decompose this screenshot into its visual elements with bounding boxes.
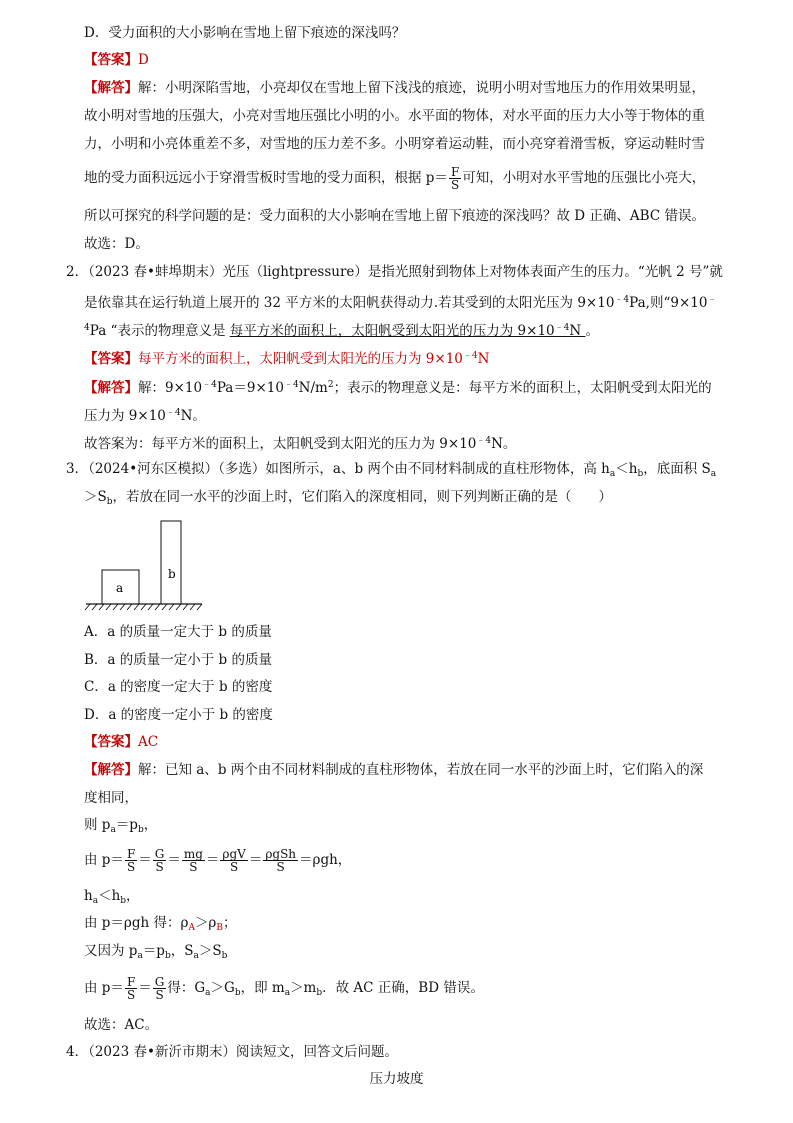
q3-answer xyxy=(84,732,158,752)
q2-answer-blank: 每平方米的面积上，太阳帆受到太阳光的压力为 $9\times 10^{﹣4}N$ xyxy=(229,323,586,339)
q4-stem: 4．（2023 春•新沂市期末）阅读短文，回答文后问题。 xyxy=(66,1044,398,1060)
q1-analysis-line2: 故小明对雪地的压强大，小亮对雪地压强比小明的小。水平面的物体，对水平面的压力大小等于物体的重 xyxy=(84,108,705,124)
q2-stem-line3: $^4$Pa “表示的物理意义是 每平方米的面积上，太阳帆受到太阳光的压力为 $9\times 10^{﹣4}N$ 。 xyxy=(84,323,599,339)
q3-stem-line2: $>S_b$，若放在同一水平的沙面上时，它们陷入的深度相同，则下列判断正确的是（ ） xyxy=(84,489,613,507)
q3-analysis-line1: 【解答】解：已知 a、b 两个由不同材料制成的直柱形物体，若放在同一水平的沙面上时，它们陷入的深 xyxy=(84,762,704,778)
ground-hatch xyxy=(85,604,202,610)
q1-answer xyxy=(84,50,149,70)
q1-analysis-line5: 所以可探究的科学问题的是：受力面积的大小影响在雪地上留下痕迹的深浅吗？故 D 正确、ABC 错误。 xyxy=(84,208,705,224)
answer-value: 每平方米的面积上，太阳帆受到太阳光的压力为 $9\times 10^{﹣4}N$ xyxy=(138,351,490,367)
q2-stem-line1: 2．（2023 春•蚌埠期末）光压（lightpressure）是指光照射到物体上对物体表面产生的压力。“光帆 2 号”就 xyxy=(66,264,723,280)
q3-conclusion-line: 由 p＝ $\frac{F}{S}$ ＝ $\frac{G}{S}$ 得：$G_a>G_b$，即 $m_a>m_b$．故 AC 正确，BD 错误。 xyxy=(84,975,484,1002)
q3-option-a: A．a 的质量一定大于 b 的质量 xyxy=(84,624,272,640)
q3-option-c: C．a 的密度一定大于 b 的密度 xyxy=(84,679,273,695)
q1-option-d: D．受力面积的大小影响在雪地上留下痕迹的深浅吗？ xyxy=(84,25,406,41)
q2-analysis-line2: 压力为 $9\times 10^{﹣4}N$。 xyxy=(84,408,206,424)
q3-option-b: B．a 的质量一定小于 b 的质量 xyxy=(84,652,272,668)
fraction-f-over-s: $\frac{F}{S}$ xyxy=(450,165,460,192)
answer-tag: 【答案】 xyxy=(84,734,138,750)
block-b-label: b xyxy=(168,567,176,581)
q3-again-line: 又因为 $p_a=p_b$，$S_a>S_b$ xyxy=(84,943,228,961)
q2-stem-line2: 是依靠其在运行轨道上展开的 32 平方米的太阳帆获得动力.若其受到的太阳光压为 $9\times 10^{﹣4}Pa$,则“9×10﹣ xyxy=(84,295,717,311)
analysis-tag: 【解答】 xyxy=(84,762,138,778)
analysis-tag: 【解答】 xyxy=(84,80,138,96)
answer-value: D xyxy=(138,52,149,68)
q3-choice: 故选：AC。 xyxy=(84,1017,159,1033)
q2-analysis-line1: 【解答】解：$9\times 10^{﹣4}Pa=9\times 10^{﹣4}N/m^2$；表示的物理意义是：每平方米的面积上，太阳帆受到太阳光的 xyxy=(84,380,712,396)
q1-choice: 故选：D。 xyxy=(84,236,149,252)
q3-then-line: 则 $p_a=p_b$， xyxy=(84,817,158,835)
block-b xyxy=(161,521,181,604)
q3-density-line: 由 p＝ρgh 得：$\rho_A>\rho_B$； xyxy=(84,915,237,933)
q1-analysis-line4: 地的受力面积远远小于穿滑雪板时雪地的受力面积，根据 p＝ $\frac{F}{S}$ 可知，小明对水平雪地的压强比小亮大， xyxy=(84,165,706,192)
q2-final: 故答案为：每平方米的面积上，太阳帆受到太阳光的压力为 $9\times 10^{﹣4}N$。 xyxy=(84,436,517,452)
q4-article-title: 压力坡度 xyxy=(369,1071,424,1087)
answer-tag: 【答案】 xyxy=(84,52,138,68)
q3-height-line: $h_a<h_b$， xyxy=(84,888,140,906)
q3-stem-line1: 3．（2024•河东区模拟）（多选）如图所示，a、b 两个由不同材料制成的直柱形物体，高 $h_a<h_b$，底面积 $S_a$ xyxy=(66,461,717,479)
blocks-on-sand-diagram xyxy=(82,518,207,613)
analysis-tag: 【解答】 xyxy=(84,380,138,396)
q2-answer xyxy=(84,346,489,369)
block-a-label: a xyxy=(116,581,124,595)
q3-option-d: D．a 的密度一定小于 b 的密度 xyxy=(84,707,273,723)
q1-analysis-line1: 【解答】解：小明深陷雪地，小亮却仅在雪地上留下浅浅的痕迹，说明小明对雪地压力的作用效果明显， xyxy=(84,80,705,96)
answer-value: AC xyxy=(138,734,159,750)
answer-tag: 【答案】 xyxy=(84,351,138,367)
q3-analysis-line2: 度相同， xyxy=(84,790,138,806)
q1-analysis-line3: 力，小明和小亮体重差不多，对雪地的压力差不多。小明穿着运动鞋，而小亮穿着滑雪板，穿运动鞋时雪 xyxy=(84,136,705,152)
q3-derivation-line: 由 p＝ $\frac{F}{S}$ ＝ $\frac{G}{S}$ ＝ $\frac{mg}{S}$ ＝ $\frac{\text{ρgV}}{S}$ ＝ $\frac{\text{ρgSh}}{S}$ ＝ρgh， xyxy=(84,847,352,874)
